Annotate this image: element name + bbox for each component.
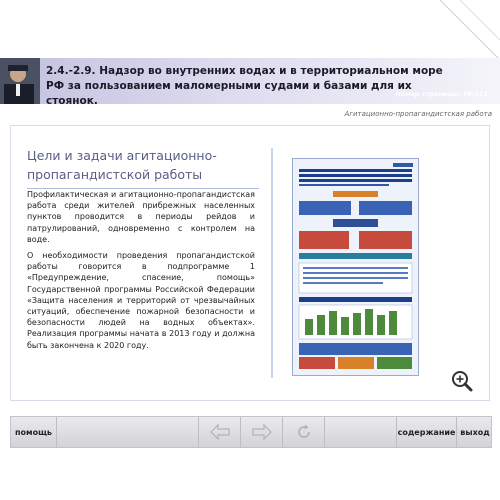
reload-icon xyxy=(295,423,313,441)
magnifier-plus-icon xyxy=(451,370,473,392)
page-counter: Номер страницы: 76/112 xyxy=(395,90,488,98)
contents-button[interactable]: содержание xyxy=(397,417,457,447)
page-curl-decoration xyxy=(440,0,500,60)
zoom-in-button[interactable] xyxy=(451,370,473,392)
forward-button[interactable] xyxy=(241,417,283,447)
toolbar-spacer xyxy=(57,417,199,447)
back-button[interactable] xyxy=(199,417,241,447)
paragraph-1: Профилактическая и агитационно-пропагандистская работа среди жителей прибрежных населенных пунктов проводится в периоды рейдов и патрулирований, одновременно с контролем на воде. xyxy=(27,190,255,244)
paragraph-2: О необходимости проведения пропагандистской работы говорится в подпрограмме 1 «Предупреждение, спасение, помощь» Государственной программы Российской Федерации «Защита населения и территорий от чрезвычайных ситуаций, обеспечение пожарной безопасности и безопасности людей на водных объектах». Реализация программы начата в 2013 году и должна быть закончена к 2020 году. xyxy=(27,251,255,350)
content-title: Цели и задачи агитационно-пропагандистской работы xyxy=(27,148,217,182)
bottom-toolbar xyxy=(10,416,492,448)
content-panel xyxy=(10,125,490,401)
help-button[interactable]: помощь xyxy=(11,417,57,447)
header-bar xyxy=(0,58,500,107)
header-title: 2.4.-2.9. Надзор во внутренних водах и в территориальном море РФ за пользованием маломерными судами и базами для их стоянок. xyxy=(46,65,443,107)
section-label: Агитационно-пропагандистская работа xyxy=(344,110,492,118)
exit-button[interactable]: выход xyxy=(460,427,490,437)
program-poster-image[interactable] xyxy=(292,158,419,376)
reload-button[interactable] xyxy=(283,417,325,447)
header-photo xyxy=(0,58,40,104)
toolbar-spacer xyxy=(325,417,397,447)
column-divider xyxy=(271,148,273,378)
arrow-right-icon xyxy=(251,424,273,440)
arrow-left-icon xyxy=(209,424,231,440)
